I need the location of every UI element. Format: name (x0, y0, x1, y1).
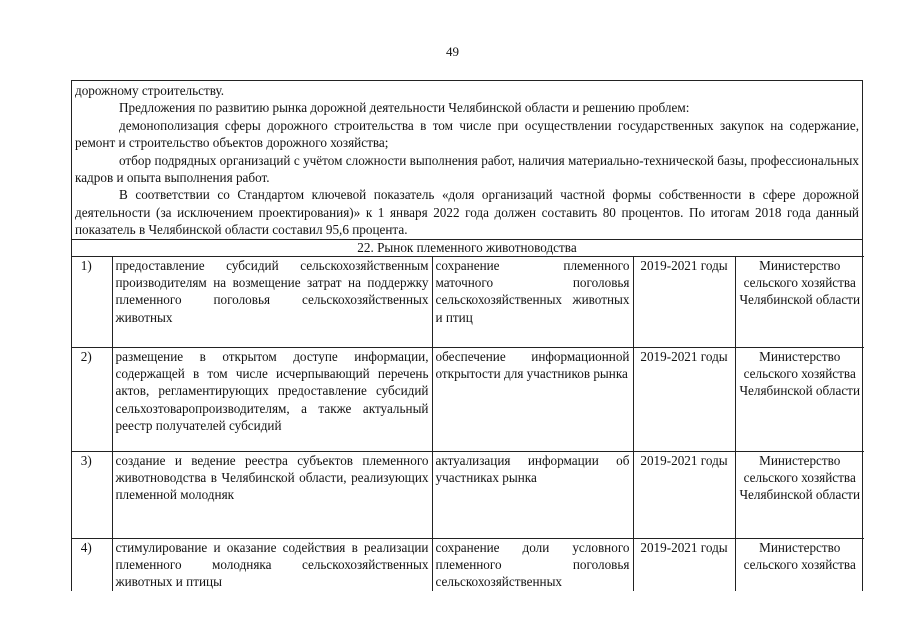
table-row (72, 451, 864, 538)
measure-cell: предоставление субсидий сельскохозяйственным производителям на возмещение затрат на поддержку племенного поголовья сельскохозяйственных животных (112, 256, 432, 347)
executor-cell: Министерство сельского хозяйства Челябинской области (735, 347, 864, 451)
measure-cell: стимулирование и оказание содействия в реализации племенного молодняка сельскохозяйственных животных и птицы (112, 538, 432, 591)
row-number: 3) (72, 451, 112, 538)
term-cell: 2019-2021 годы (633, 256, 735, 347)
intro-line: дорожному строительству. (75, 83, 225, 98)
executor-cell: Министерство сельского хозяйства Челябинской области (735, 451, 864, 538)
result-cell: обеспечение информационной открытости для участников рынка (432, 347, 633, 451)
result-cell: актуализация информации об участниках рынка (432, 451, 633, 538)
document-table (71, 80, 863, 591)
intro-paragraph-3: отбор подрядных организаций с учётом сложности выполнения работ, наличия материально-технической базы, профессиональных кадров и опыта выполнения работ. (75, 152, 859, 186)
measure-cell: размещение в открытом доступе информации, содержащей в том числе исчерпывающий перечень актов, регламентирующих предоставление субсидий сельхозтоваропроизводителям, а также актуальный реестр получателей субсидий (112, 347, 432, 451)
executor-cell: Министерство сельского хозяйства (735, 538, 864, 591)
executor-cell: Министерство сельского хозяйства Челябинской области (735, 256, 864, 347)
row-number: 4) (72, 538, 112, 591)
row-number: 2) (72, 347, 112, 451)
intro-text-block (72, 81, 862, 239)
intro-paragraph-2: демонополизация сферы дорожного строительства в том числе при осуществлении государственных закупок на содержание, ремонт и строительство объектов дорожного хозяйства; (75, 117, 859, 151)
term-cell: 2019-2021 годы (633, 347, 735, 451)
table-row (72, 347, 864, 451)
measures-table (72, 256, 864, 591)
table-row (72, 256, 864, 347)
term-cell: 2019-2021 годы (633, 451, 735, 538)
result-cell: сохранение племенного маточного поголовья сельскохозяйственных животных и птиц (432, 256, 633, 347)
result-cell: сохранение доли условного племенного поголовья сельскохозяйственных (432, 538, 633, 591)
section-heading: 22. Рынок племенного животноводства (72, 239, 862, 256)
term-cell: 2019-2021 годы (633, 538, 735, 591)
table-row (72, 538, 864, 591)
page-number: 49 (446, 44, 459, 59)
row-number: 1) (72, 256, 112, 347)
intro-paragraph-1: Предложения по развитию рынка дорожной деятельности Челябинской области и решению проблем: (119, 100, 690, 116)
measure-cell: создание и ведение реестра субъектов племенного животноводства в Челябинской области, реализующих племенной молодняк (112, 451, 432, 538)
intro-paragraph-4: В соответствии со Стандартом ключевой показатель «доля организаций частной формы собственности в сфере дорожной деятельности (за исключением проектирования)» к 1 января 2022 года должен составить 80 процентов. По итогам 2018 года данный показатель в Челябинской области составил 95,6 процента. (75, 187, 859, 238)
